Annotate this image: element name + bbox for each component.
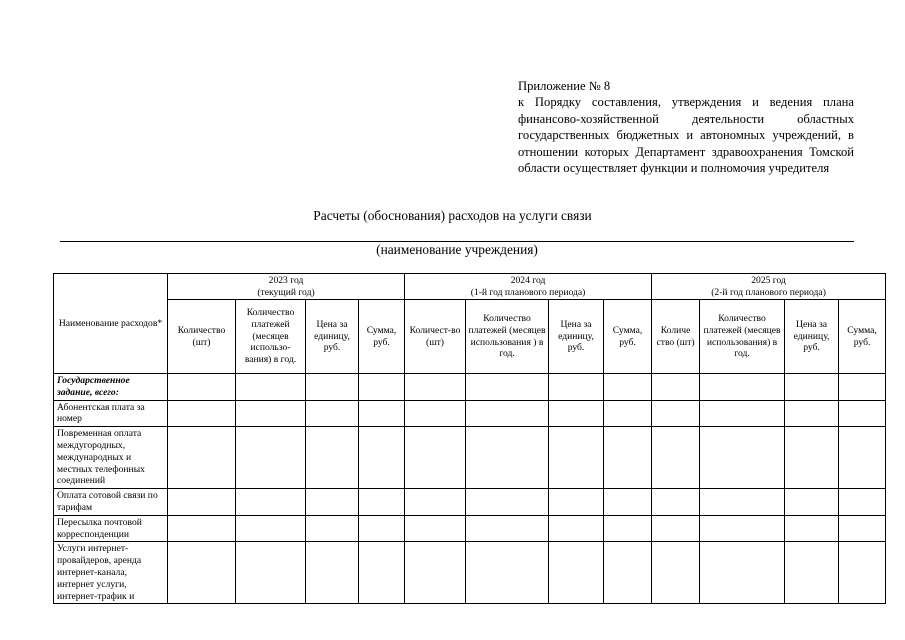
data-cell[interactable] xyxy=(306,542,359,604)
data-cell[interactable] xyxy=(652,489,700,516)
data-cell[interactable] xyxy=(700,374,785,401)
row-name-time-based-calls: Повременная оплата междугородных, международных и местных телефонных соединений xyxy=(54,427,168,489)
data-cell[interactable] xyxy=(359,400,405,427)
column-header-sum: Сумма, руб. xyxy=(839,300,886,374)
data-cell[interactable] xyxy=(785,374,839,401)
year-header-label: 2023 год xyxy=(268,274,304,286)
data-cell[interactable] xyxy=(405,489,466,516)
column-header-unit-price: Цена за единицу, руб. xyxy=(306,300,359,374)
table-row xyxy=(54,374,886,401)
data-cell[interactable] xyxy=(839,515,886,542)
data-cell[interactable] xyxy=(405,427,466,489)
column-header-payments: Количество платежей (месяцев использо-вания) в год. xyxy=(236,300,306,374)
column-header-quantity: Количество (шт) xyxy=(168,300,236,374)
column-header-sum: Сумма, руб. xyxy=(359,300,405,374)
data-cell[interactable] xyxy=(466,374,549,401)
table-row xyxy=(54,427,886,489)
data-cell[interactable] xyxy=(466,427,549,489)
data-cell[interactable] xyxy=(236,374,306,401)
data-cell[interactable] xyxy=(549,400,604,427)
data-cell[interactable] xyxy=(604,427,652,489)
data-cell[interactable] xyxy=(785,427,839,489)
table-row xyxy=(54,542,886,604)
data-cell[interactable] xyxy=(168,374,236,401)
data-cell[interactable] xyxy=(549,427,604,489)
year-header-period: (1-й год планового периода) xyxy=(470,286,586,298)
institution-caption: (наименование учреждения) xyxy=(376,242,538,257)
data-cell[interactable] xyxy=(604,515,652,542)
data-cell[interactable] xyxy=(466,400,549,427)
data-cell[interactable] xyxy=(604,374,652,401)
data-cell[interactable] xyxy=(168,427,236,489)
data-cell[interactable] xyxy=(405,515,466,542)
name-header: Наименование расходов* xyxy=(54,274,168,374)
data-cell[interactable] xyxy=(549,374,604,401)
table-row xyxy=(54,489,886,516)
data-cell[interactable] xyxy=(168,542,236,604)
data-cell[interactable] xyxy=(785,515,839,542)
data-cell[interactable] xyxy=(700,489,785,516)
column-header-unit-price: Цена за единицу, руб. xyxy=(785,300,839,374)
year-header-label: 2025 год xyxy=(751,274,786,286)
appendix-title: Приложение № 8 xyxy=(518,79,611,93)
data-cell[interactable] xyxy=(604,542,652,604)
data-cell[interactable] xyxy=(168,515,236,542)
data-cell[interactable] xyxy=(839,542,886,604)
data-cell[interactable] xyxy=(236,400,306,427)
data-cell[interactable] xyxy=(359,542,405,604)
data-cell[interactable] xyxy=(785,489,839,516)
row-name-internet-services: Услуги интернет-провайдеров, аренда интернет-канала, интернет услуги, интернет-трафик и xyxy=(54,542,168,604)
row-name-state-task-total: Государственное задание, всего: xyxy=(54,374,168,401)
data-cell[interactable] xyxy=(839,427,886,489)
data-cell[interactable] xyxy=(839,489,886,516)
data-cell[interactable] xyxy=(700,400,785,427)
year-header-period: (2-й год планового периода) xyxy=(711,286,826,298)
appendix-block xyxy=(518,78,854,176)
data-cell[interactable] xyxy=(306,489,359,516)
data-cell[interactable] xyxy=(549,542,604,604)
column-header-quantity: Количе ство (шт) xyxy=(652,300,700,374)
column-header-quantity: Количест-во (шт) xyxy=(405,300,466,374)
year-header-period: (текущий год) xyxy=(257,286,315,298)
row-name-mobile-communication: Оплата сотовой связи по тарифам xyxy=(54,489,168,516)
year-header-2025 xyxy=(652,274,886,300)
data-cell[interactable] xyxy=(306,427,359,489)
data-cell[interactable] xyxy=(604,400,652,427)
year-header-label: 2024 год xyxy=(510,274,546,286)
expenses-table xyxy=(53,273,886,604)
data-cell[interactable] xyxy=(359,374,405,401)
row-name-postal-mail: Пересылка почтовой корреспонденции xyxy=(54,515,168,542)
data-cell[interactable] xyxy=(306,374,359,401)
data-cell[interactable] xyxy=(700,515,785,542)
data-cell[interactable] xyxy=(236,542,306,604)
data-cell[interactable] xyxy=(785,400,839,427)
data-cell[interactable] xyxy=(652,427,700,489)
data-cell[interactable] xyxy=(549,489,604,516)
data-cell[interactable] xyxy=(549,515,604,542)
column-header-payments: Количество платежей (месяцев использования ) в год. xyxy=(466,300,549,374)
data-cell[interactable] xyxy=(839,400,886,427)
column-header-unit-price: Цена за единицу, руб. xyxy=(549,300,604,374)
data-cell[interactable] xyxy=(466,489,549,516)
data-cell[interactable] xyxy=(604,489,652,516)
data-cell[interactable] xyxy=(359,427,405,489)
column-header-sum: Сумма, руб. xyxy=(604,300,652,374)
data-cell[interactable] xyxy=(405,400,466,427)
data-cell[interactable] xyxy=(652,400,700,427)
data-cell[interactable] xyxy=(405,542,466,604)
data-cell[interactable] xyxy=(236,489,306,516)
table-row xyxy=(54,400,886,427)
year-header-2024 xyxy=(405,274,652,300)
data-cell[interactable] xyxy=(466,542,549,604)
data-cell[interactable] xyxy=(236,515,306,542)
table-row xyxy=(54,515,886,542)
data-cell[interactable] xyxy=(466,515,549,542)
row-name-subscription-fee: Абонентская плата за номер xyxy=(54,400,168,427)
data-cell[interactable] xyxy=(785,542,839,604)
column-header-payments: Количество платежей (месяцев использования) в год. xyxy=(700,300,785,374)
data-cell[interactable] xyxy=(236,427,306,489)
document-title: Расчеты (обоснования) расходов на услуги связи xyxy=(313,208,592,223)
data-cell[interactable] xyxy=(700,542,785,604)
year-header-2023 xyxy=(168,274,405,300)
appendix-text: к Порядку составления, утверждения и ведения плана финансово-хозяйственной деятельности областных государственных бюджетных и автономных учреждений, в отношении которых Департамент здравоохранения Томской области осуществляет функции и полномочия учредителя xyxy=(518,95,854,176)
data-cell[interactable] xyxy=(652,542,700,604)
data-cell[interactable] xyxy=(652,374,700,401)
data-cell[interactable] xyxy=(700,427,785,489)
data-cell[interactable] xyxy=(168,400,236,427)
data-cell[interactable] xyxy=(168,489,236,516)
data-cell[interactable] xyxy=(405,374,466,401)
data-cell[interactable] xyxy=(359,515,405,542)
data-cell[interactable] xyxy=(306,400,359,427)
data-cell[interactable] xyxy=(839,374,886,401)
data-cell[interactable] xyxy=(652,515,700,542)
data-cell[interactable] xyxy=(306,515,359,542)
data-cell[interactable] xyxy=(359,489,405,516)
